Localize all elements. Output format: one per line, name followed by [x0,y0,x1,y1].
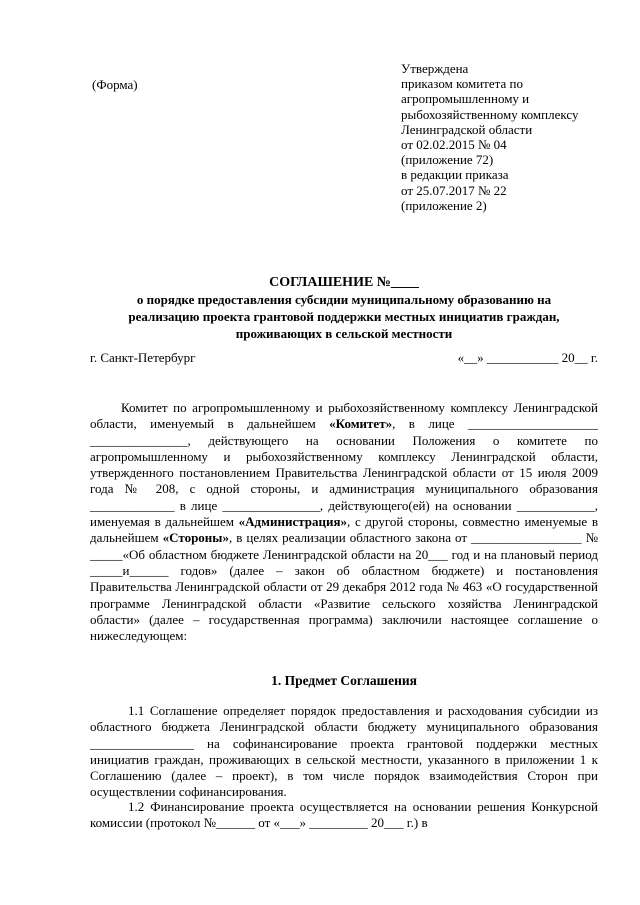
agreement-date: «__» ___________ 20__ г. [457,350,598,365]
intro-text: , в лице ____________________ _______________, действующего на основании Положения о комитете по агропромышленному и рыбохозяйственному комплексу Ленинградской области, утвержденного постановлением Правительства Ленинградской области от 15 июля 2009 года № 208, с одной стороны, и администрация муниципального образования _____________ в лице _______________, действующего(ей) на основании ____________, именуемая в дальнейшем [90,416,598,530]
clause-1-2: 1.2 Финансирование проекта осуществляется на основании решения Конкурсной комиссии (протокол №______ от «___» _________ 20___ г.) в [90,799,598,831]
clause-1-1: 1.1 Соглашение определяет порядок предоставления и расходования субсидии из областного бюджета Ленинградской области бюджету муниципального образования ________________ на софинансирование проекта грантовой поддержки местных инициатив граждан, проживающих в сельской местности, указанного в приложении 1 к Соглашению (далее – проект), в том числе порядок взаимодействия Сторон при осуществлении софинансирования. [90,703,598,800]
approval-line: от 25.07.2017 № 22 [401,182,507,198]
approval-line: от 02.02.2015 № 04 [401,137,507,153]
approval-line: (приложение 2) [401,197,487,213]
committee-term: «Комитет» [329,416,393,432]
form-label: (Форма) [92,77,138,92]
intro-paragraph [90,400,598,644]
title-line: о порядке предоставления субсидии муниципальному образованию на [136,292,552,307]
document-title [90,274,598,342]
title-line: реализацию проекта грантовой поддержки местных инициатив граждан, [128,309,560,324]
approval-line: (приложение 72) [401,152,494,168]
intro-text: Комитет по агропромышленному и рыбохозяйственному комплексу Ленинградской области, именуемый в дальнейшем [90,400,598,432]
intro-text: , в целях реализации областного закона от _________________ № _____«Об областном бюджете Ленинградской области на 20___ год и на плановый период _____и______ годов» (далее – закон об областном бюджете) и постановления Правительства Ленинградской области от 29 декабря 2012 года № 463 «О государственной программе Ленинградской области «Развитие сельского хозяйства Ленинградской области» (далее – государственная программа) заключили настоящее соглашение о нижеследующем: [90,530,598,644]
approval-line: Ленинградской области [401,121,533,137]
intro-text: , с другой стороны, совместно именуемые в дальнейшем [90,514,598,546]
parties-term: «Стороны» [162,530,229,546]
approval-line: Утверждена [401,61,469,76]
approval-line: в редакции приказа [401,167,509,183]
approval-line: приказом комитета по [401,76,523,92]
approval-block [401,61,621,213]
agreement-heading: СОГЛАШЕНИЕ №____ [269,275,419,290]
title-line: проживающих в сельской местности [235,326,453,341]
city: г. Санкт-Петербург [90,350,196,365]
administration-term: «Администрация» [238,514,348,530]
section-1-title: 1. Предмет Соглашения [271,673,417,688]
approval-line: агропромышленному и [401,91,530,107]
approval-line: рыбохозяйственному комплексу [401,106,579,122]
